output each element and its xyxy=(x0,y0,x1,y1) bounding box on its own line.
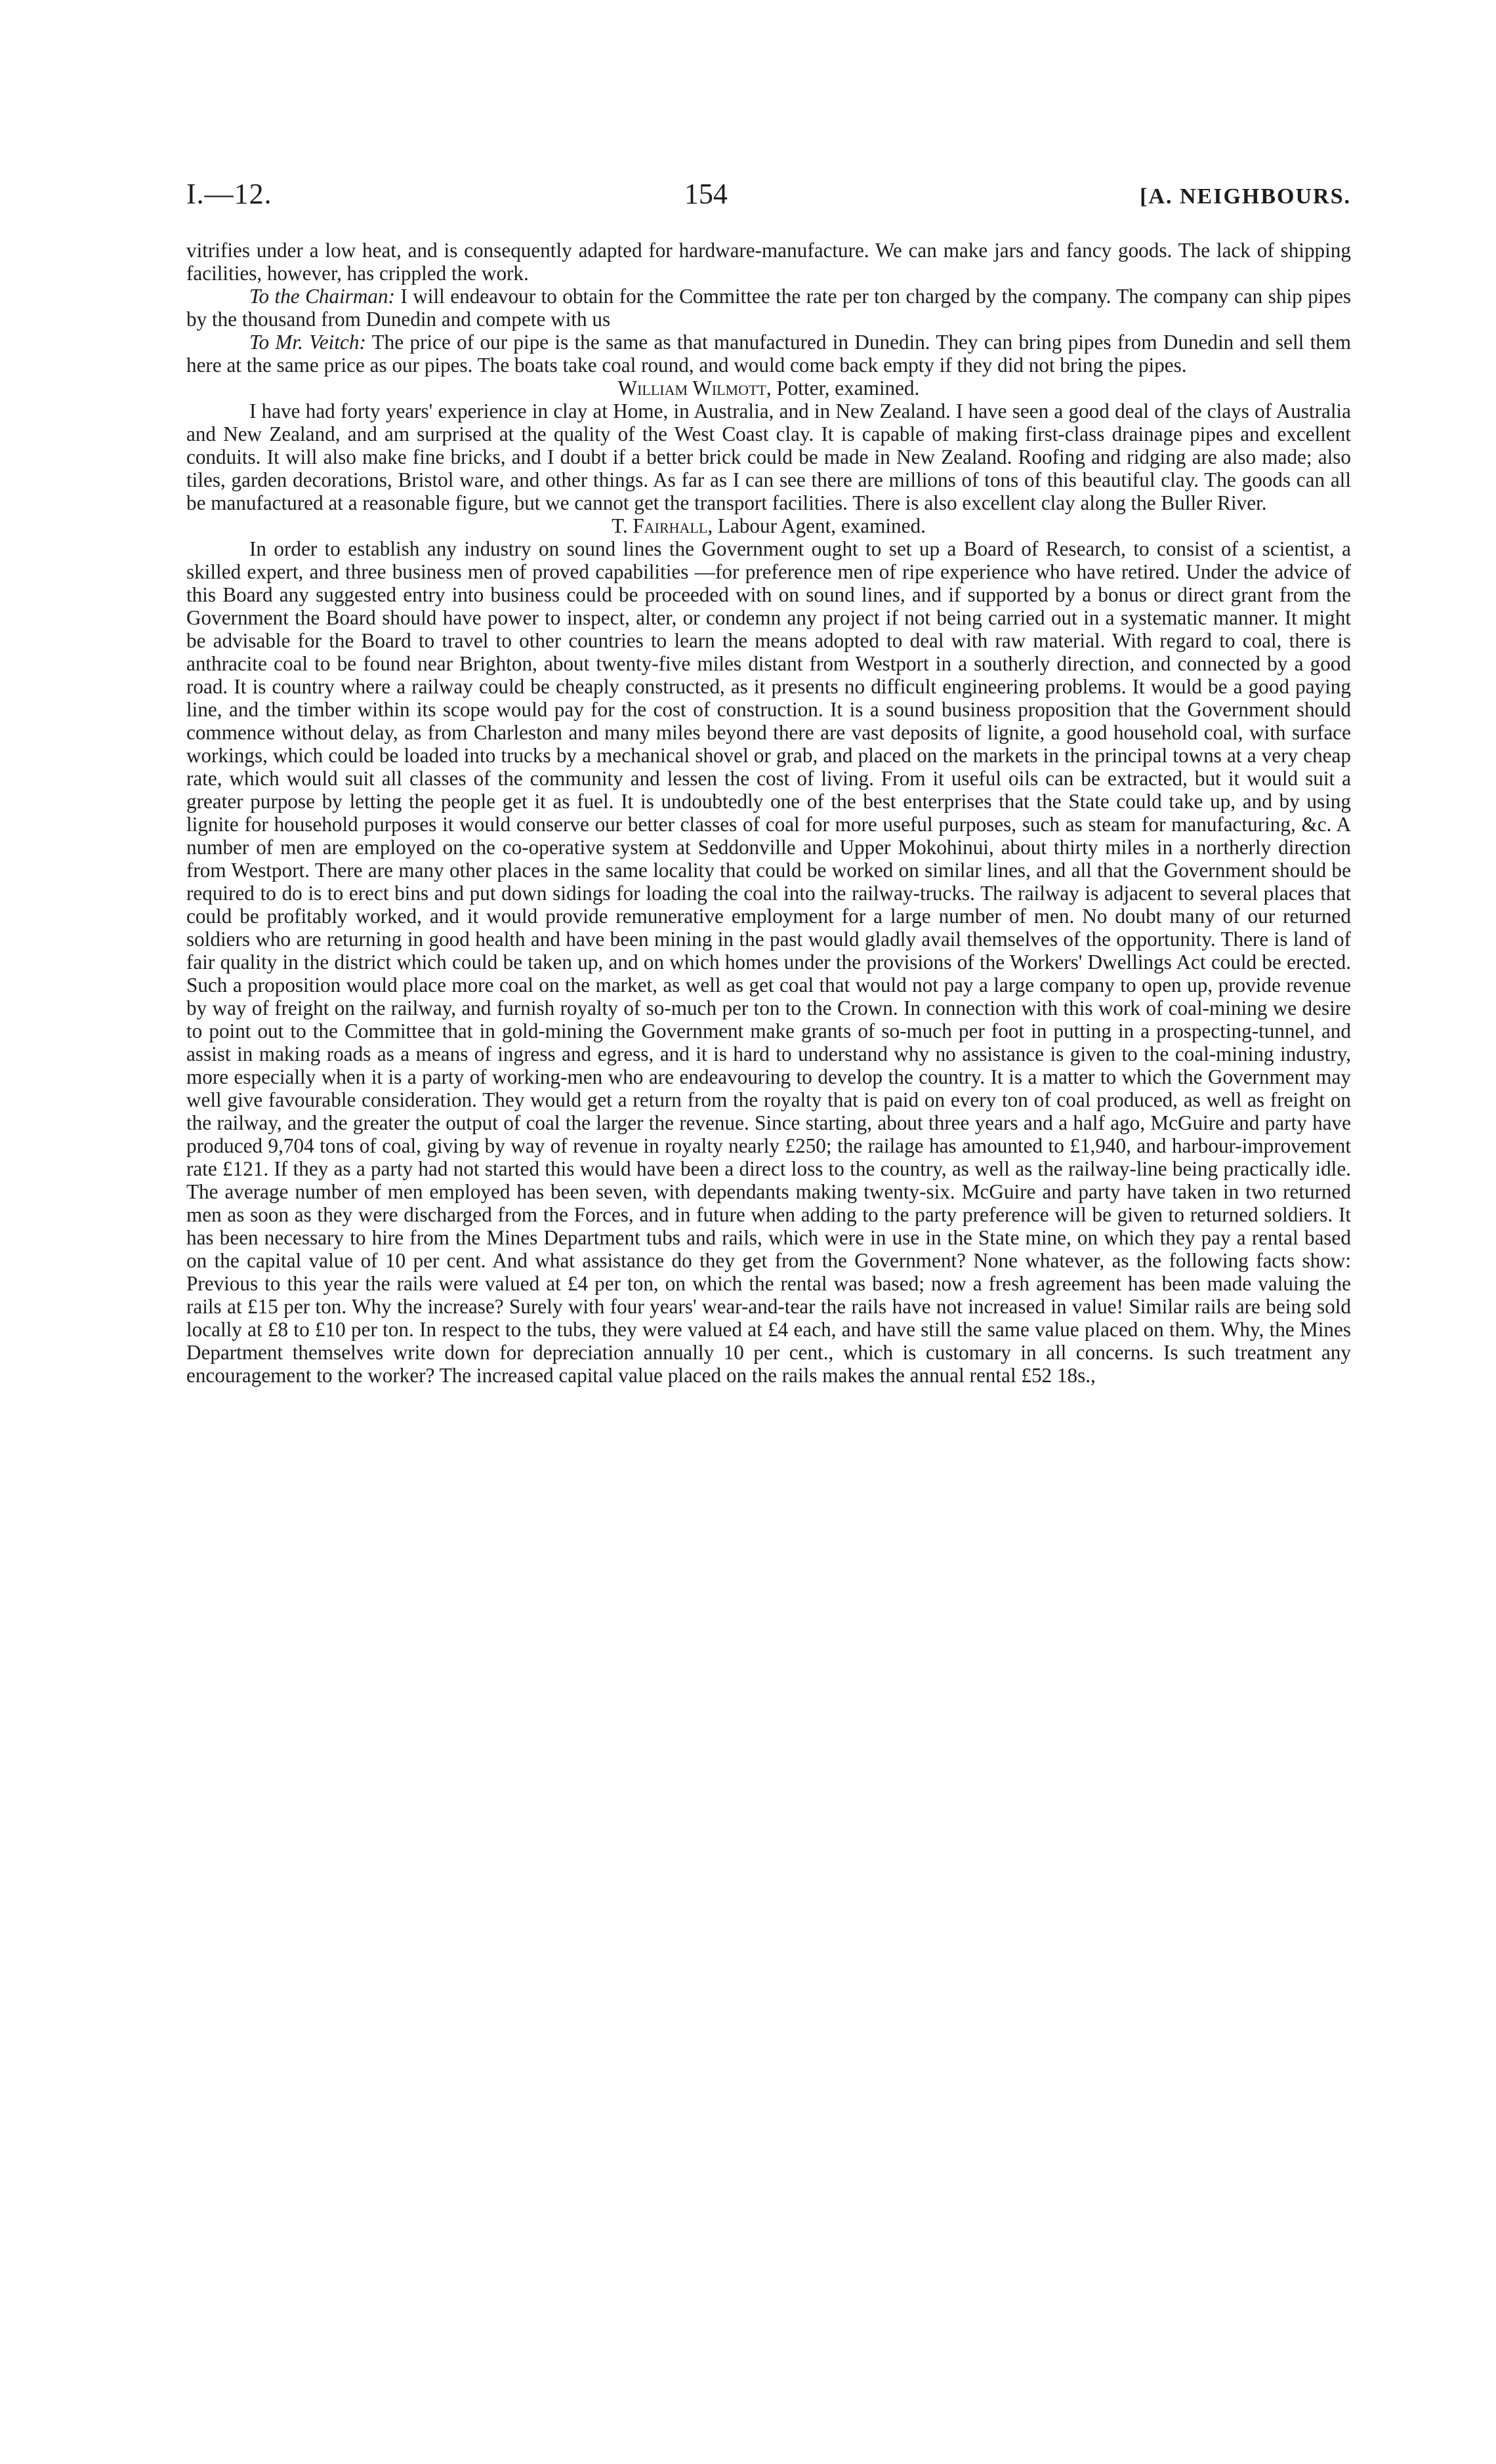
question-chairman xyxy=(186,285,1351,331)
fairhall-role: , Labour Agent, examined. xyxy=(707,514,926,537)
question-veitch-label: To Mr. Veitch: xyxy=(249,331,366,354)
question-chairman-text: I will endeavour to obtain for the Committee the rate per ton charged by the company. The company can ship pipes by the thousand from Dunedin and compete with us xyxy=(186,285,1351,331)
wilmott-role: , Potter, examined. xyxy=(766,377,920,400)
page-number: 154 xyxy=(684,178,728,210)
question-chairman-label: To the Chairman: xyxy=(249,285,395,308)
fairhall-evidence: In order to establish any industry on sound lines the Government ought to set up a Board of Research, to consist of a scientist, a skilled expert, and three business men of proved capabilities —for preference men of ripe experience who have retired. Under the advice of this Board any suggested entry into business could be proceeded with on sound lines, and if supported by a bonus or direct grant from the Government the Board should have power to inspect, alter, or condemn any project if not being carried out in a systematic manner. It might be advisable for the Board to travel to other countries to learn the means adopted to deal with raw material. With regard to coal, there is anthracite coal to be found near Brighton, about twenty-five miles distant from Westport in a southerly direction, and connected by a good road. It is country where a railway could be cheaply constructed, as it presents no difficult engineering problems. It would be a good paying line, and the timber within its scope would pay for the cost of construction. It is a sound business proposition that the Government should commence without delay, as from Charleston and many miles beyond there are vast deposits of lignite, a good household coal, with surface workings, which could be loaded into trucks by a mechanical shovel or grab, and placed on the markets in the principal towns at a very cheap rate, which would suit all classes of the community and lessen the cost of living. From it useful oils can be extracted, but it would suit a greater purpose by letting the people get it as fuel. It is undoubtedly one of the best enterprises that the State could take up, and by using lignite for household purposes it would conserve our better classes of coal for more useful purposes, such as steam for manufacturing, &c. A number of men are employed on the co-operative system at Seddonville and Upper Mokohinui, about thirty miles in a northerly direction from Westport. There are many other places in the same locality that could be worked on similar lines, and all that the Government should be required to do is to erect bins and put down sidings for loading the coal into the railway-trucks. The railway is adjacent to several places that could be profitably worked, and it would provide remunerative employment for a large number of men. No doubt many of our returned soldiers who are returning in good health and have been mining in the past would gladly avail themselves of the opportunity. There is land of fair quality in the district which could be taken up, and on which homes under the provisions of the Workers' Dwellings Act could be erected. Such a proposition would place more coal on the market, as well as get coal that would not pay a large company to open up, provide revenue by way of freight on the railway, and furnish royalty of so-much per ton to the Crown. In connection with this work of coal-mining we desire to point out to the Committee that in gold-mining the Government make grants of so-much per foot in putting in a prospecting-tunnel, and assist in making roads as a means of ingress and egress, and it is hard to understand why no assistance is given to the coal-mining industry, more especially when it is a party of working-men who are endeavouring to develop the country. It is a matter to which the Government may well give favourable consideration. They would get a return from the royalty that is paid on every ton of coal produced, as well as freight on the railway, and the greater the output of coal the larger the revenue. Since starting, about three years and a half ago, McGuire and party have produced 9,704 tons of coal, giving by way of revenue in royalty nearly £250; the railage has amounted to £1,940, and harbour-improvement rate £121. If they as a party had not started this would have been a direct loss to the country, as well as the railway-line being practically idle. The average number of men employed has been seven, with dependants making twenty-six. McGuire and party have taken in two returned men as soon as they were discharged from the Forces, and in future when adding to the party preference will be given to returned soldiers. It has been necessary to hire from the Mines Department tubs and rails, which were in use in the State mine, on which they pay a rental based on the capital value of 10 per cent. And what assistance do they get from the Government? None whatever, as the following facts show: Previous to this year the rails were valued at £4 per ton, on which the rental was based; now a fresh agreement has been made valuing the rails at £15 per ton. Why the increase? Surely with four years' wear-and-tear the rails have not increased in value! Similar rails are being sold locally at £8 to £10 per ton. In respect to the tubs, they were valued at £4 each, and have still the same value placed on them. Why, the Mines Department themselves write down for depreciation annually 10 per cent., which is customary in all concerns. Is such treatment any encouragement to the worker? The increased capital value placed on the rails makes the annual rental £52 18s., xyxy=(186,537,1351,1387)
running-head: [A. NEIGHBOURS. xyxy=(1140,184,1351,209)
wilmott-evidence: I have had forty years' experience in clay at Home, in Australia, and in New Zealand. I have seen a good deal of the clays of Australia and New Zealand, and am surprised at the quality of the West Coast clay. It is capable of making first-class drainage pipes and excellent conduits. It will also make fine bricks, and I doubt if a better brick could be made in New Zealand. Roofing and ridging are also made; also tiles, garden decorations, Bristol ware, and other things. As far as I can see there are millions of tons of this beautiful clay. The goods can all be manufactured at a reasonable figure, but we cannot get the transport facilities. There is also excellent clay along the Buller River. xyxy=(186,400,1351,514)
paper-reference: I.—12. xyxy=(186,178,272,210)
question-veitch-text: The price of our pipe is the same as that manufactured in Dunedin. They can bring pipes from Dunedin and sell them here at the same price as our pipes. The boats take coal round, and would come back empty if they did not bring the pipes. xyxy=(186,331,1351,377)
question-veitch xyxy=(186,331,1351,377)
wilmott-heading xyxy=(186,377,1351,400)
document-body xyxy=(186,239,1351,1387)
page-header xyxy=(186,177,1351,216)
fairhall-name: T. Fairhall xyxy=(612,514,708,537)
wilmott-name: William Wilmott xyxy=(617,377,766,400)
neighbours-continuation: vitrifies under a low heat, and is consequently adapted for hardware-manufacture. We can make jars and fancy goods. The lack of shipping facilities, however, has crippled the work. xyxy=(186,239,1351,285)
fairhall-heading xyxy=(186,514,1351,537)
